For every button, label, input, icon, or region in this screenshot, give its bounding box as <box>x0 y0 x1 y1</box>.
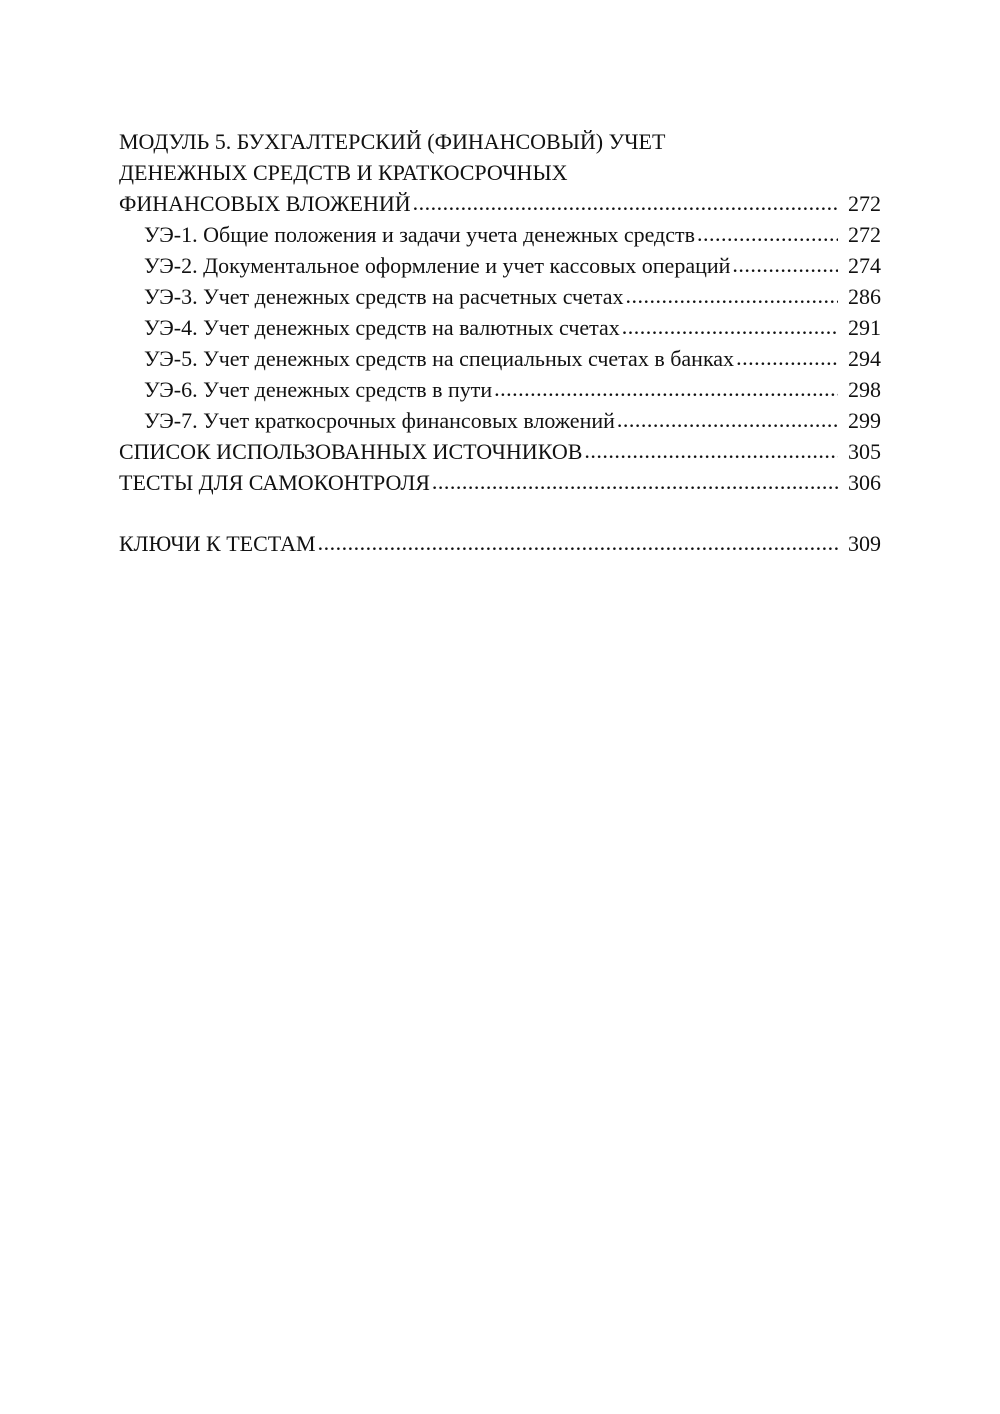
page-number: 272 <box>848 222 881 247</box>
dot-leader <box>626 280 838 311</box>
toc-entry-module-5[interactable] <box>119 188 881 219</box>
page-number: 291 <box>848 315 881 340</box>
page-number: 294 <box>848 346 881 371</box>
toc-entry-ue-5[interactable] <box>119 343 881 374</box>
entry-label: ТЕСТЫ ДЛЯ САМОКОНТРОЛЯ <box>119 470 430 495</box>
dot-leader <box>584 435 838 466</box>
spacer <box>119 498 881 528</box>
page-number: 286 <box>848 284 881 309</box>
toc-entry-ue-4[interactable] <box>119 312 881 343</box>
page-number: 309 <box>848 531 881 556</box>
page-number: 306 <box>848 470 881 495</box>
page-number: 274 <box>848 253 881 278</box>
toc-entry-sources[interactable] <box>119 436 881 467</box>
toc-entry-tests[interactable] <box>119 467 881 498</box>
entry-label: УЭ-4. Учет денежных средств на валютных счетах <box>144 315 620 340</box>
dot-leader <box>318 527 838 558</box>
module-title-text: ФИНАНСОВЫХ ВЛОЖЕНИЙ <box>119 191 411 216</box>
dot-leader <box>732 249 838 280</box>
entry-label: УЭ-5. Учет денежных средств на специальных счетах в банках <box>144 346 735 371</box>
toc-entry-ue-2[interactable] <box>119 250 881 281</box>
dot-leader <box>697 218 838 249</box>
dot-leader <box>622 311 838 342</box>
entry-label: КЛЮЧИ К ТЕСТАМ <box>119 531 316 556</box>
page-number: 272 <box>848 191 881 216</box>
entry-label: УЭ-1. Общие положения и задачи учета денежных средств <box>144 222 696 247</box>
toc-entry-ue-1[interactable] <box>119 219 881 250</box>
entry-label: УЭ-7. Учет краткосрочных финансовых вложений <box>144 408 615 433</box>
toc-entry-keys[interactable] <box>119 528 881 559</box>
entry-label: УЭ-6. Учет денежных средств в пути <box>144 377 493 402</box>
module-title-text: ДЕНЕЖНЫХ СРЕДСТВ И КРАТКОСРОЧНЫХ <box>119 160 568 185</box>
toc-entry-ue-3[interactable] <box>119 281 881 312</box>
module-title-line-1 <box>119 126 881 157</box>
page-number: 305 <box>848 439 881 464</box>
entry-label: УЭ-2. Документальное оформление и учет кассовых операций <box>144 253 731 278</box>
module-title-text: МОДУЛЬ 5. БУХГАЛТЕРСКИЙ (ФИНАНСОВЫЙ) УЧЕТ <box>119 129 666 154</box>
module-title-line-2 <box>119 157 881 188</box>
dot-leader <box>413 187 838 218</box>
toc-entry-ue-7[interactable] <box>119 405 881 436</box>
entry-label: УЭ-3. Учет денежных средств на расчетных счетах <box>144 284 624 309</box>
page-number: 298 <box>848 377 881 402</box>
entry-label: СПИСОК ИСПОЛЬЗОВАННЫХ ИСТОЧНИКОВ <box>119 439 583 464</box>
toc-entry-ue-6[interactable] <box>119 374 881 405</box>
dot-leader <box>494 373 838 404</box>
page-number: 299 <box>848 408 881 433</box>
table-of-contents <box>119 126 881 559</box>
dot-leader <box>736 342 838 373</box>
dot-leader <box>432 466 838 497</box>
dot-leader <box>617 404 838 435</box>
